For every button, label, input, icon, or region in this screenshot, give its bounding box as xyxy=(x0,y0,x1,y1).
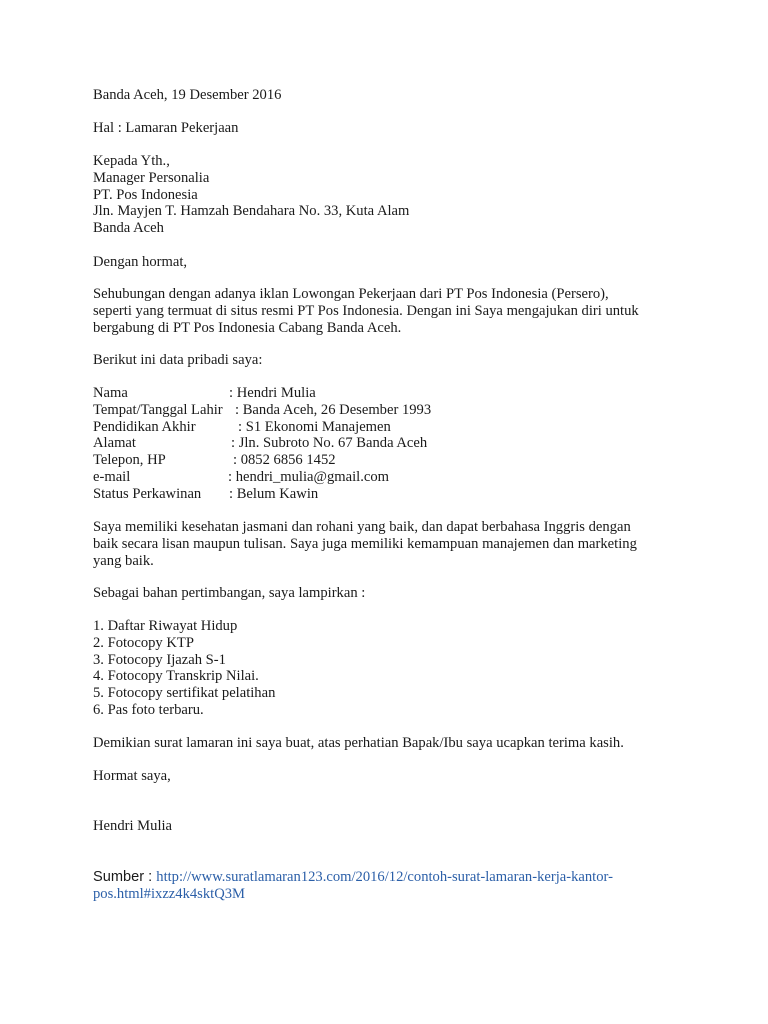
data-label: Nama xyxy=(93,385,128,401)
data-value: : 0852 6856 1452 xyxy=(233,452,336,468)
data-label: e-mail xyxy=(93,469,131,485)
source-link-continued[interactable]: pos.html#ixzz4k4sktQ3M xyxy=(93,886,246,902)
data-label: Tempat/Tanggal Lahir xyxy=(93,402,223,418)
recipient-line: Manager Personalia xyxy=(93,170,210,186)
source-line xyxy=(93,869,613,886)
list-item: 1. Daftar Riwayat Hidup xyxy=(93,618,238,634)
valediction: Hormat saya, xyxy=(93,768,171,784)
recipient-line: Kepada Yth., xyxy=(93,153,170,169)
personal-data-heading: Berikut ini data pribadi saya: xyxy=(93,352,263,368)
data-value: : Jln. Subroto No. 67 Banda Aceh xyxy=(231,435,428,451)
data-label: Alamat xyxy=(93,435,136,451)
source-line xyxy=(93,886,245,903)
letter-subject: Hal : Lamaran Pekerjaan xyxy=(93,120,239,136)
paragraph-line: yang baik. xyxy=(93,553,154,569)
recipient-line: PT. Pos Indonesia xyxy=(93,187,198,203)
greeting: Dengan hormat, xyxy=(93,254,188,270)
source-label: Sumber : xyxy=(93,869,157,885)
signature-name: Hendri Mulia xyxy=(93,818,173,834)
list-item: 6. Pas foto terbaru. xyxy=(93,702,204,718)
data-label: Telepon, HP xyxy=(93,452,166,468)
closing-sentence: Demikian surat lamaran ini saya buat, atas perhatian Bapak/Ibu saya ucapkan terima kasih. xyxy=(93,735,624,751)
recipient-line: Banda Aceh xyxy=(93,220,164,236)
paragraph-line: seperti yang termuat di situs resmi PT Pos Indonesia. Dengan ini Saya mengajukan diri untuk xyxy=(93,303,639,319)
data-label: Pendidikan Akhir xyxy=(93,419,196,435)
paragraph-line: Sehubungan dengan adanya iklan Lowongan Pekerjaan dari PT Pos Indonesia (Persero), xyxy=(93,286,609,302)
paragraph-line: baik secara lisan maupun tulisan. Saya juga memiliki kemampuan manajemen dan marketing xyxy=(93,536,637,552)
data-value: : hendri_mulia@gmail.com xyxy=(228,469,389,485)
recipient-line: Jln. Mayjen T. Hamzah Bendahara No. 33, Kuta Alam xyxy=(93,203,410,219)
data-value: : S1 Ekonomi Manajemen xyxy=(238,419,391,435)
list-item: 4. Fotocopy Transkrip Nilai. xyxy=(93,668,259,684)
list-item: 5. Fotocopy sertifikat pelatihan xyxy=(93,685,276,701)
data-label: Status Perkawinan xyxy=(93,486,202,502)
paragraph-line: Saya memiliki kesehatan jasmani dan rohani yang baik, dan dapat berbahasa Inggris dengan xyxy=(93,519,631,535)
list-item: 2. Fotocopy KTP xyxy=(93,635,194,651)
data-value: : Banda Aceh, 26 Desember 1993 xyxy=(235,402,432,418)
attachments-heading: Sebagai bahan pertimbangan, saya lampirkan : xyxy=(93,585,366,601)
paragraph-line: bergabung di PT Pos Indonesia Cabang Banda Aceh. xyxy=(93,320,402,336)
source-link[interactable]: http://www.suratlamaran123.com/2016/12/contoh-surat-lamaran-kerja-kantor- xyxy=(156,869,613,885)
letter-date: Banda Aceh, 19 Desember 2016 xyxy=(93,87,282,103)
data-value: : Belum Kawin xyxy=(229,486,319,502)
data-value: : Hendri Mulia xyxy=(229,385,316,401)
list-item: 3. Fotocopy Ijazah S-1 xyxy=(93,652,226,668)
